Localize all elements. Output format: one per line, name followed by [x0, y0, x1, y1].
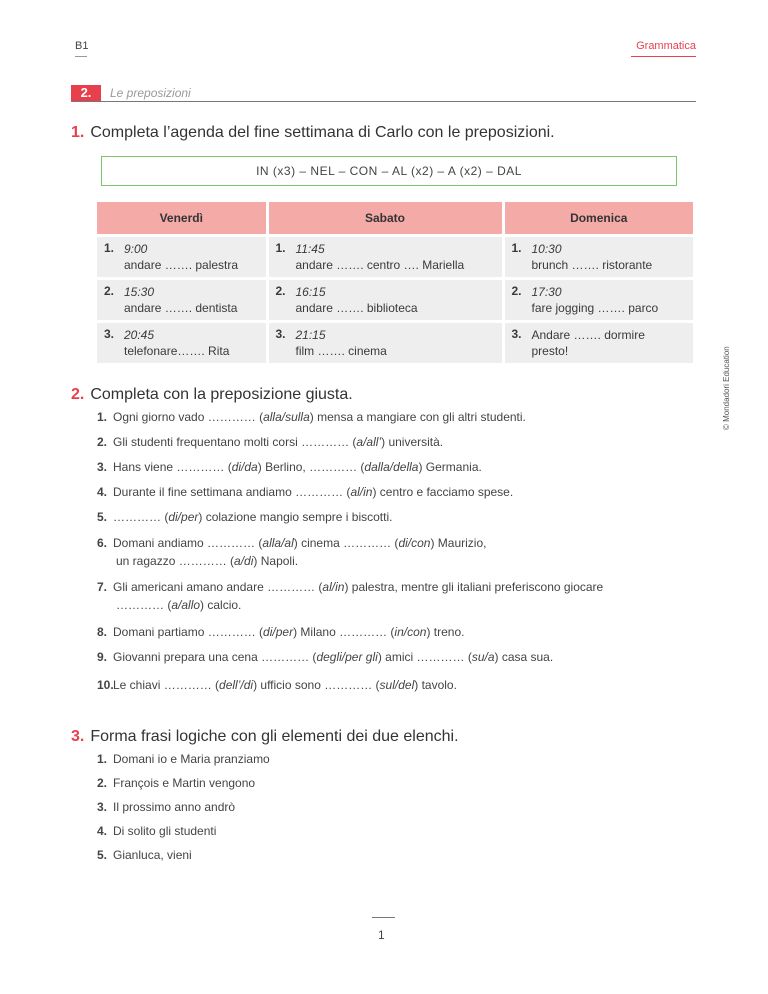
item-text: ) amici ………… (: [377, 650, 472, 664]
item-text: un ragazzo ………… (: [116, 554, 235, 568]
agenda-row: [97, 236, 693, 279]
agenda-cell: [503, 322, 693, 364]
day-header-saturday: Sabato: [267, 202, 503, 236]
item-text: ) cinema ………… (: [293, 536, 399, 550]
item-number: 6.: [97, 536, 108, 550]
item-text: ) casa sua.: [494, 650, 554, 664]
exercise-1-number: 1.: [71, 124, 85, 141]
agenda-item-number: 1.: [104, 241, 115, 255]
day-header-friday: Venerdì: [97, 202, 267, 236]
item-option: al/in: [350, 485, 373, 499]
agenda-item-text: brunch ……. ristorante: [531, 258, 653, 272]
level-underline: [75, 56, 87, 57]
item-number: 1.: [97, 752, 108, 766]
agenda-cell: [267, 322, 503, 364]
item-text: ) Maurizio,: [430, 536, 487, 550]
agenda-item-text: fare jogging ……. parco: [531, 301, 659, 315]
agenda-item-number: 3.: [275, 327, 286, 341]
agenda-item-text: andare ……. dentista: [124, 301, 238, 315]
item-text: ) calcio.: [200, 598, 242, 612]
item-option: su/a: [471, 650, 495, 664]
item-option: sul/del: [379, 678, 415, 692]
agenda-cell: [97, 322, 267, 364]
item-text: Domani partiamo ………… (: [113, 625, 264, 639]
item-option: degli/per gli: [316, 650, 378, 664]
agenda-item-text: film ……. cinema: [295, 344, 387, 358]
agenda-item-time: 21:15: [295, 328, 326, 342]
item-option: di/con: [398, 536, 431, 550]
agenda-table: [97, 202, 693, 363]
item-text: ) Napoli.: [253, 554, 299, 568]
item-option: a/allo: [171, 598, 201, 612]
item-option: a/all’: [356, 435, 382, 449]
exercise-2-heading: [71, 386, 353, 404]
section-underline: [631, 56, 696, 57]
item-number: 5.: [97, 848, 108, 862]
word-box: IN (x3) – NEL – CON – AL (x2) – A (x2) – DAL: [101, 156, 677, 186]
unit-number: 2.: [71, 85, 101, 101]
item-option: alla/al: [262, 536, 294, 550]
item-text: ………… (: [116, 598, 172, 612]
item-number: 2.: [97, 776, 108, 790]
item-text: ) treno.: [426, 625, 465, 639]
agenda-cell: [503, 236, 693, 279]
agenda-item-time: 9:00: [124, 242, 148, 256]
agenda-item-text: andare ……. centro …. Mariella: [295, 258, 465, 272]
agenda-item-text: presto!: [531, 344, 569, 358]
item-text: Giovanni prepara una cena ………… (: [113, 650, 317, 664]
exercise-2-item: [97, 678, 457, 692]
agenda-item-text: telefonare……. Rita: [124, 344, 230, 358]
item-text: Gianluca, vieni: [113, 848, 192, 862]
item-text: Domani andiamo ………… (: [113, 536, 263, 550]
exercise-2-item: [97, 536, 486, 568]
item-text: Di solito gli studenti: [113, 824, 217, 838]
exercise-3-number: 3.: [71, 728, 85, 745]
agenda-item-time: 11:45: [295, 242, 325, 256]
section-label: Grammatica: [636, 40, 696, 52]
item-text: ) ufficio sono ………… (: [253, 678, 380, 692]
item-text: Le chiavi ………… (: [113, 678, 220, 692]
exercise-3-item: [97, 776, 255, 790]
exercise-2-item: [97, 435, 443, 449]
item-text: ) colazione mangio sempre i biscotti.: [198, 510, 393, 524]
exercise-2-instruction: Completa con la preposizione giusta.: [90, 386, 353, 403]
agenda-item-time: Andare ……. dormire: [531, 328, 645, 342]
item-number: 8.: [97, 625, 108, 639]
exercise-2-item: [97, 410, 526, 424]
exercise-2-item: [97, 650, 553, 664]
agenda-item-number: 2.: [104, 284, 115, 298]
item-text: Hans viene ………… (: [113, 460, 232, 474]
exercise-2-item: [97, 510, 392, 524]
item-text: ) tavolo.: [414, 678, 457, 692]
item-text: Durante il fine settimana andiamo ………… (: [113, 485, 351, 499]
agenda-cell: [97, 279, 267, 322]
item-number: 5.: [97, 510, 108, 524]
agenda-item-time: 15:30: [124, 285, 155, 299]
item-text: Domani io e Maria pranziamo: [113, 752, 270, 766]
item-text: François e Martin vengono: [113, 776, 256, 790]
agenda-cell: [267, 279, 503, 322]
agenda-item-text: andare ……. palestra: [124, 258, 239, 272]
item-text: ………… (: [113, 510, 169, 524]
agenda-item-number: 3.: [104, 327, 115, 341]
item-text: Gli americani amano andare ………… (: [113, 580, 323, 594]
item-number: 10.: [97, 678, 114, 692]
copyright-vertical: © Mondadori Education: [722, 346, 731, 430]
exercise-2-item: [97, 625, 464, 639]
item-text: ) università.: [381, 435, 444, 449]
agenda-row: [97, 322, 693, 364]
item-option: alla/sulla: [263, 410, 310, 424]
agenda-item-time: 20:45: [124, 328, 155, 342]
item-number: 3.: [97, 460, 108, 474]
item-option: di/per: [168, 510, 199, 524]
item-text: Ogni giorno vado ………… (: [113, 410, 264, 424]
agenda-item-number: 1.: [275, 241, 286, 255]
exercise-1-instruction: Completa l’agenda del fine settimana di Carlo con le preposizioni.: [90, 124, 555, 141]
unit-title: Le preposizioni: [110, 86, 191, 100]
item-option: al/in: [322, 580, 345, 594]
item-text: ) Berlino, ………… (: [257, 460, 365, 474]
agenda-item-time: 10:30: [531, 242, 562, 256]
item-text: ) mensa a mangiare con gli altri studenti.: [309, 410, 526, 424]
exercise-2-item: [97, 460, 482, 474]
exercise-3-item: [97, 752, 270, 766]
item-option: di/da: [231, 460, 258, 474]
agenda-item-time: 16:15: [295, 285, 326, 299]
page-number: 1: [378, 928, 385, 942]
exercise-3-item: [97, 848, 192, 862]
level-label: B1: [75, 40, 89, 52]
exercise-2-item: [97, 580, 603, 612]
exercise-3-item: [97, 800, 235, 814]
item-option: di/per: [263, 625, 294, 639]
agenda-item-text: andare ……. biblioteca: [295, 301, 418, 315]
page-number-rule: [372, 917, 395, 918]
item-text: ) Milano ………… (: [293, 625, 395, 639]
agenda-row: [97, 279, 693, 322]
item-option: in/con: [394, 625, 427, 639]
exercise-3-heading: [71, 728, 459, 746]
item-number: 4.: [97, 824, 108, 838]
exercise-2-item: [97, 485, 513, 499]
item-option: dell’/di: [219, 678, 254, 692]
agenda-item-time: 17:30: [531, 285, 562, 299]
item-number: 2.: [97, 435, 108, 449]
exercise-2-number: 2.: [71, 386, 85, 403]
agenda-item-number: 2.: [275, 284, 286, 298]
agenda-item-number: 3.: [511, 327, 522, 341]
exercise-3-item: [97, 824, 216, 838]
agenda-item-number: 1.: [511, 241, 522, 255]
item-number: 4.: [97, 485, 108, 499]
item-number: 9.: [97, 650, 108, 664]
day-header-sunday: Domenica: [503, 202, 693, 236]
item-text: ) palestra, mentre gli italiani preferiscono giocare: [344, 580, 604, 594]
item-text: ) centro e facciamo spese.: [372, 485, 514, 499]
item-text: Gli studenti frequentano molti corsi ………… (: [113, 435, 357, 449]
agenda-cell: [97, 236, 267, 279]
item-option: dalla/della: [364, 460, 419, 474]
item-text: ) Germania.: [418, 460, 482, 474]
item-number: 1.: [97, 410, 108, 424]
agenda-cell: [267, 236, 503, 279]
agenda-cell: [503, 279, 693, 322]
exercise-1-heading: [71, 124, 555, 142]
agenda-item-number: 2.: [511, 284, 522, 298]
exercise-3-instruction: Forma frasi logiche con gli elementi dei due elenchi.: [90, 728, 459, 745]
item-option: a/di: [234, 554, 254, 568]
item-number: 7.: [97, 580, 108, 594]
item-number: 3.: [97, 800, 108, 814]
item-text: Il prossimo anno andrò: [113, 800, 236, 814]
unit-rule: [71, 101, 696, 102]
